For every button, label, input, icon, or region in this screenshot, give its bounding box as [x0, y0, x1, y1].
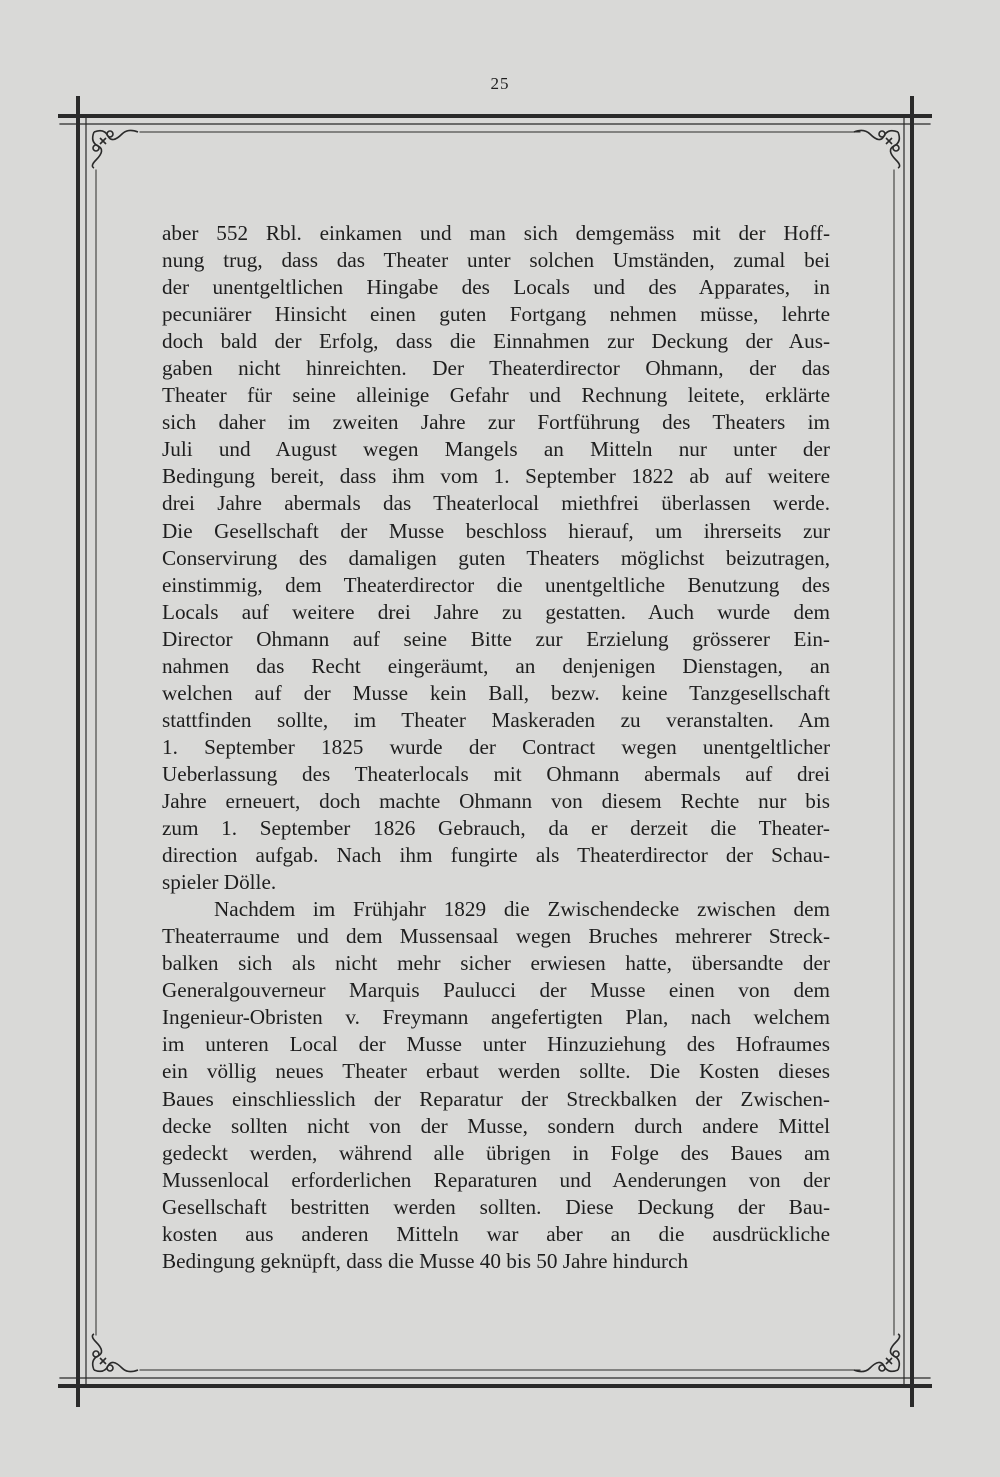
- text-line: Theater für seine alleinige Gefahr und Rechnung leitete, erklärte: [162, 383, 830, 408]
- text-line: decke sollten nicht von der Musse, sondern durch andere Mittel: [162, 1113, 830, 1138]
- text-line: nahmen das Recht eingeräumt, an denjenigen Dienstagen, an: [162, 653, 830, 678]
- text-line: Director Ohmann auf seine Bitte zur Erzielung grösserer Ein-: [162, 626, 830, 651]
- text-line: sich daher im zweiten Jahre zur Fortführung des Theaters im: [162, 410, 830, 435]
- text-line: Conservirung des damaligen guten Theaters möglichst beizutragen,: [162, 545, 830, 570]
- text-line: pecuniärer Hinsicht einen guten Fortgang nehmen müsse, lehrte: [162, 302, 830, 327]
- text-line: gaben nicht hinreichten. Der Theaterdirector Ohmann, der das: [162, 356, 830, 381]
- text-line: Generalgouverneur Marquis Paulucci der Musse einen von dem: [162, 978, 830, 1003]
- text-line: welchen auf der Musse kein Ball, bezw. keine Tanzgesellschaft: [162, 680, 830, 705]
- corner-ornament-bottom-right-icon: [852, 1332, 904, 1376]
- corner-ornament-bottom-left-icon: [88, 1332, 140, 1376]
- paragraph: [162, 896, 830, 1275]
- text-line: Mussenlocal erforderlichen Reparaturen und Aenderungen von der: [162, 1167, 830, 1192]
- text-line: gedeckt werden, während alle übrigen in Folge des Baues am: [162, 1140, 830, 1165]
- text-line: drei Jahre abermals das Theaterlocal miethfrei überlassen werde.: [162, 491, 830, 516]
- text-line: Bedingung bereit, dass ihm vom 1. September 1822 ab auf weitere: [162, 464, 830, 489]
- text-line: Juli und August wegen Mangels an Mitteln nur unter der: [162, 437, 830, 462]
- text-line: im unteren Local der Musse unter Hinzuziehung des Hofraumes: [162, 1032, 830, 1057]
- text-line: nung trug, dass das Theater unter solchen Umständen, zumal bei: [162, 248, 830, 273]
- text-line: der unentgeltlichen Hingabe des Locals und des Apparates, in: [162, 275, 830, 300]
- text-line: Nachdem im Frühjahr 1829 die Zwischendecke zwischen dem: [214, 897, 830, 922]
- text-line: Jahre erneuert, doch machte Ohmann von diesem Rechte nur bis: [162, 788, 830, 813]
- text-line: balken sich als nicht mehr sicher erwiesen hatte, übersandte der: [162, 951, 830, 976]
- text-line: 1. September 1825 wurde der Contract wegen unentgeltlicher: [162, 734, 830, 759]
- text-line: ein völlig neues Theater erbaut werden sollte. Die Kosten dieses: [162, 1059, 830, 1084]
- corner-ornament-top-right-icon: [852, 126, 904, 170]
- body-text: [162, 220, 830, 1275]
- text-line: Baues einschliesslich der Reparatur der Streckbalken der Zwischen-: [162, 1086, 830, 1111]
- text-line: einstimmig, dem Theaterdirector die unentgeltliche Benutzung des: [162, 572, 830, 597]
- page-number: 25: [490, 74, 510, 93]
- text-line: kosten aus anderen Mitteln war aber an die ausdrückliche: [162, 1221, 830, 1246]
- text-line: Die Gesellschaft der Musse beschloss hierauf, um ihrerseits zur: [162, 518, 830, 543]
- text-line: Ingenieur-Obristen v. Freymann angefertigten Plan, nach welchem: [162, 1005, 830, 1030]
- text-line: Theaterraume und dem Mussensaal wegen Bruches mehrerer Streck-: [162, 924, 830, 949]
- text-line: zum 1. September 1826 Gebrauch, da er derzeit die Theater-: [162, 816, 830, 841]
- text-line: Locals auf weitere drei Jahre zu gestatten. Auch wurde dem: [162, 599, 830, 624]
- text-line: direction aufgab. Nach ihm fungirte als Theaterdirector der Schau-: [162, 843, 830, 868]
- text-line: Bedingung geknüpft, dass die Musse 40 bis 50 Jahre hindurch: [162, 1248, 689, 1273]
- text-line: Ueberlassung des Theaterlocals mit Ohmann abermals auf drei: [162, 761, 830, 786]
- text-line: doch bald der Erfolg, dass die Einnahmen zur Deckung der Aus-: [162, 329, 830, 354]
- text-line: stattfinden sollte, im Theater Maskeraden zu veranstalten. Am: [162, 707, 830, 732]
- corner-ornament-top-left-icon: [88, 126, 140, 170]
- paragraph: [162, 220, 830, 896]
- text-line: aber 552 Rbl. einkamen und man sich demgemäss mit der Hoff-: [162, 221, 830, 245]
- text-line: Gesellschaft bestritten werden sollten. Diese Deckung der Bau-: [162, 1194, 830, 1219]
- text-line: spieler Dölle.: [162, 870, 277, 895]
